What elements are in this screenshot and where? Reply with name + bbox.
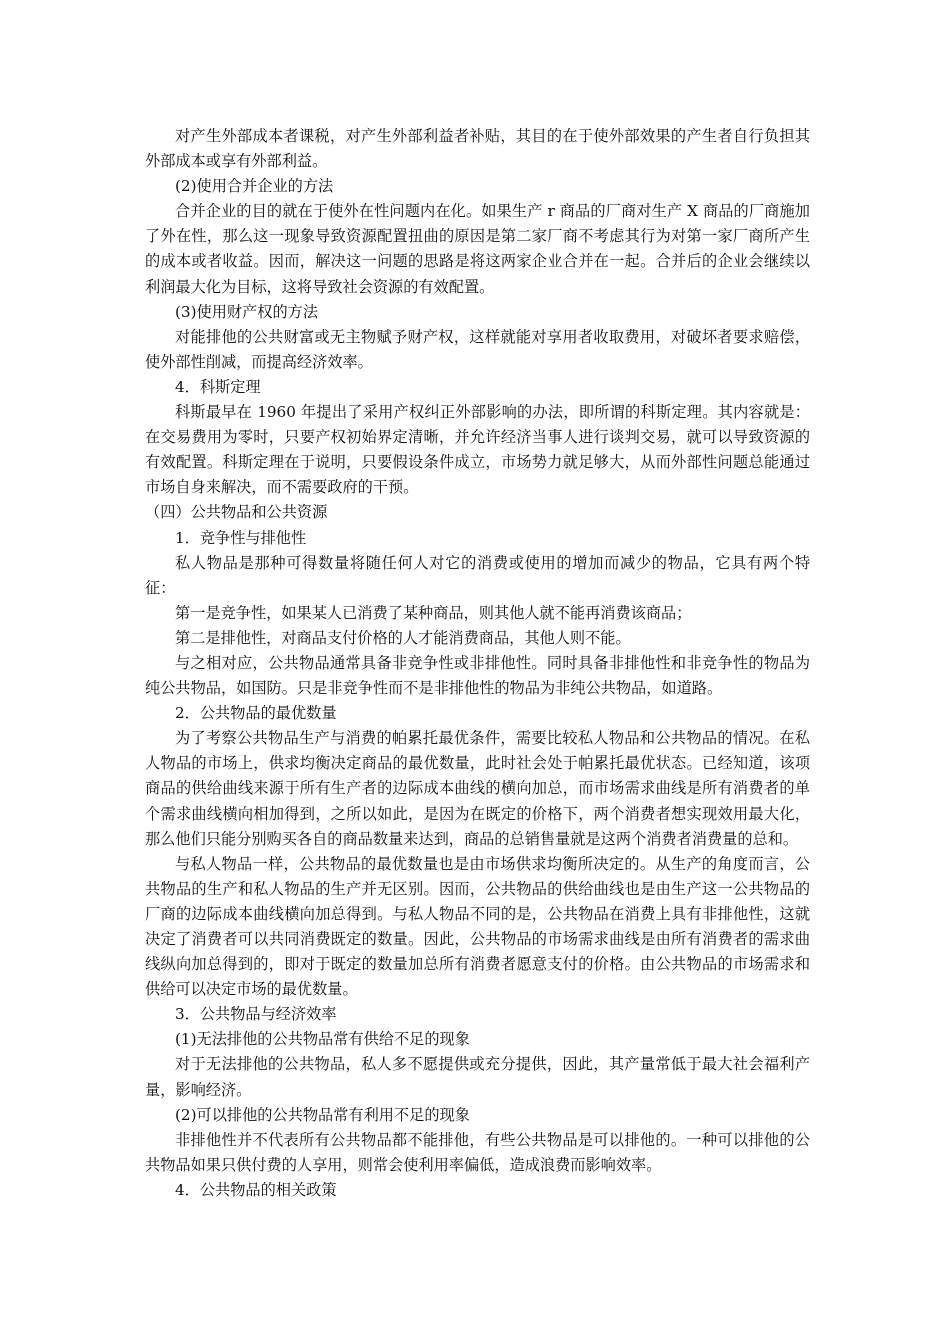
paragraph: 非排他性并不代表所有公共物品都不能排他，有些公共物品是可以排他的。一种可以排他的公共物品如果只供付费的人享用，则常会使利用率偏低，造成浪费而影响效率。 [145,1130,810,1174]
chapter-heading: （四）公共物品和公共资源 [145,503,328,522]
section-heading: 4．公共物品的相关政策 [175,1180,337,1199]
section-heading: 3．公共物品与经济效率 [175,1005,337,1024]
paragraph: 为了考察公共物品生产与消费的帕累托最优条件，需要比较私人物品和公共物品的情况。在私人物品的市场上，供求均衡决定商品的最优数量，此时社会处于帕累托最优状态。已经知道，该项商品的供给曲线来源于所有生产者的边际成本曲线的横向加总，而市场需求曲线是所有消费者的单个需求曲线横向相加得到，之所以如此，是因为在既定的价格下，两个消费者想实现效用最大化，那么他们只能分别购买各自的商品数量来达到，商品的总销售量就是这两个消费者消费量的总和。 [145,729,810,848]
paragraph: 科斯最早在 1960 年提出了采用产权纠正外部影响的办法，即所谓的科斯定理。其内容就是：在交易费用为零时，只要产权初始界定清晰，并允许经济当事人进行谈判交易，就可以导致资源的有效配置。科斯定理在于说明，只要假设条件成立，市场势力就足够大，从而外部性问题总能通过市场自身来解决，而不需要政府的干预。 [145,403,810,497]
paragraph: 合并企业的目的就在于使外在性问题内在化。如果生产 r 商品的厂商对生产 X 商品的厂商施加了外在性，那么这一现象导致资源配置扭曲的原因是第二家厂商不考虑其行为对第一家厂商所产生的成本或者收益。因而，解决这一问题的思路是将这两家企业合并在一起。合并后的企业会继续以利润最大化为目标，这将导致社会资源的有效配置。 [145,202,810,296]
paragraph: 与私人物品一样，公共物品的最优数量也是由市场供求均衡所决定的。从生产的角度而言，公共物品的生产和私人物品的生产并无区别。因而，公共物品的供给曲线也是由生产这一公共物品的厂商的边际成本曲线横向加总得到。与私人物品不同的是，公共物品在消费上具有非排他性，这就决定了消费者可以共同消费既定的数量。因此，公共物品的市场需求曲线是由所有消费者的需求曲线纵向加总得到的，即对于既定的数量加总所有消费者愿意支付的价格。由公共物品的市场需求和供给可以决定市场的最优数量。 [145,854,810,999]
paragraph: 对于无法排他的公共物品，私人多不愿提供或充分提供，因此，其产量常低于最大社会福利产量，影响经济。 [145,1055,810,1099]
paragraph: 私人物品是那种可得数量将随任何人对它的消费或使用的增加而减少的物品，它具有两个特征： [145,553,810,597]
paragraph: 对产生外部成本者课税，对产生外部利益者补贴，其目的在于使外部效果的产生者自行负担其外部成本或享有外部利益。 [145,127,810,171]
subheading: (3)使用财产权的方法 [175,302,319,321]
subheading: (2)使用合并企业的方法 [175,177,334,196]
section-heading: 2．公共物品的最优数量 [175,704,337,723]
subheading: (2)可以排他的公共物品常有利用不足的现象 [175,1105,470,1124]
subheading: (1)无法排他的公共物品常有供给不足的现象 [175,1030,470,1049]
paragraph: 第一是竞争性，如果某人已消费了某种商品，则其他人就不能再消费该商品； [175,603,692,622]
section-heading: 4．科斯定理 [175,377,261,396]
paragraph: 第二是排他性，对商品支付价格的人才能消费商品，其他人则不能。 [175,628,631,647]
paragraph: 对能排他的公共财富或无主物赋予财产权，这样就能对享用者收取费用，对破坏者要求赔偿，使外部性削减，而提高经济效率。 [145,327,810,371]
document-body [145,124,810,1203]
paragraph: 与之相对应，公共物品通常具备非竞争性或非排他性。同时具备非排他性和非竞争性的物品为纯公共物品，如国防。只是非竞争性而不是非排他性的物品为非纯公共物品，如道路。 [145,653,810,698]
section-heading: 1．竞争性与排他性 [175,528,307,547]
